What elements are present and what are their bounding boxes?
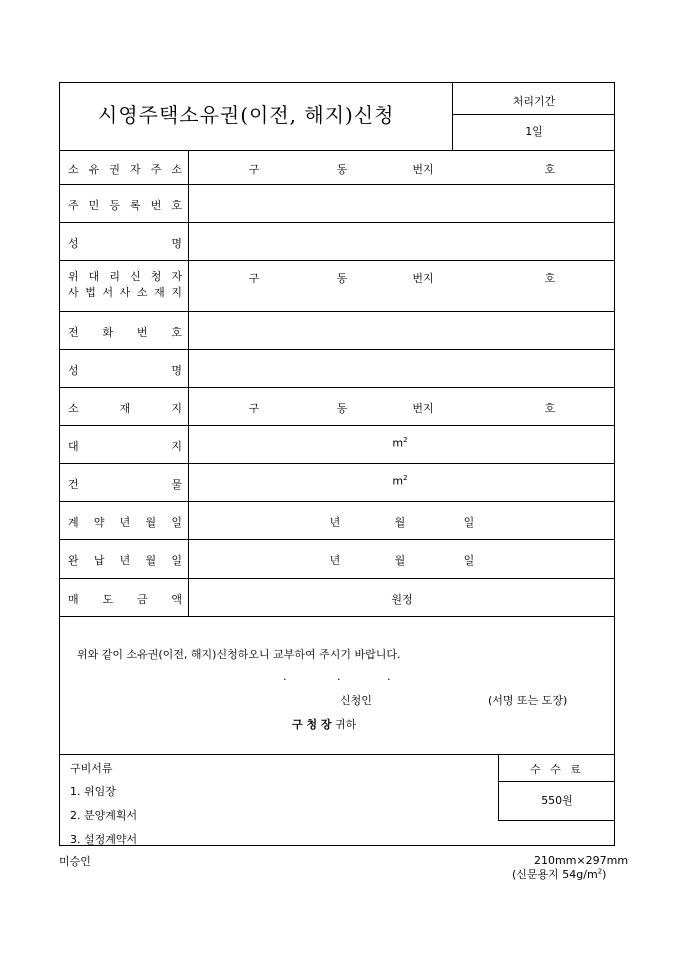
fee-divider: [498, 754, 499, 821]
row-line: [60, 578, 614, 579]
row-line: [60, 539, 614, 540]
unit-beonji: 번지: [412, 402, 434, 415]
label-land: 대 지: [68, 440, 182, 453]
footer-paper-spec: (신문용지 $54g/m^2$): [512, 867, 607, 881]
unit-gu: 구: [248, 272, 260, 285]
row-line: [60, 754, 614, 755]
recipient: [292, 716, 356, 732]
recipient-suffix: 귀하: [335, 718, 357, 731]
unit-dong: 동: [336, 402, 348, 415]
unit-ho: 호: [544, 272, 556, 285]
label-agent-address: 위 대 리 신 청 자 사 법 서 사 소 재 지: [68, 270, 182, 299]
label-location: 소 재 지: [68, 402, 182, 415]
date-dot: .: [387, 670, 391, 683]
unit-ho: 호: [544, 163, 556, 176]
unit-year: 년: [329, 554, 341, 567]
label-contract-date: 계 약 년 월 일: [68, 516, 182, 529]
fee-label: 수 수 료: [530, 763, 584, 776]
unit-dong: 동: [336, 163, 348, 176]
label-name: 성 명: [68, 237, 182, 250]
label-resident-number: 주 민 등 록 번 호: [68, 199, 182, 212]
unit-ho: 호: [544, 402, 556, 415]
unit-square-meter: $m^2$: [392, 474, 408, 488]
label-phone: 전 화 번 호: [68, 326, 182, 339]
application-form: [59, 82, 615, 846]
unit-beonji: 번지: [412, 272, 434, 285]
form-title: 시영주택소유권(이전, 해지)신청: [98, 103, 395, 127]
row-line: [60, 184, 614, 185]
row-line: [60, 260, 614, 261]
unit-year: 년: [329, 516, 341, 529]
label-name: 성 명: [68, 364, 182, 377]
fee-value: 550원: [541, 794, 573, 807]
footer-unapproved: 미승인: [59, 855, 91, 868]
document-item: 1. 위임장: [70, 785, 116, 798]
row-line: [60, 425, 614, 426]
header-divider: [452, 83, 453, 150]
row-line: [60, 501, 614, 502]
fee-line: [498, 820, 614, 821]
unit-month: 월: [394, 554, 406, 567]
applicant-label: 신청인: [340, 694, 372, 707]
label-column-divider: [188, 150, 189, 616]
label-building: 건 물: [68, 478, 182, 491]
document-item: 3. 설정계약서: [70, 833, 138, 846]
unit-month: 월: [394, 516, 406, 529]
row-line: [60, 150, 614, 151]
unit-day: 일: [463, 554, 475, 567]
unit-won: 원정: [391, 593, 413, 606]
processing-label: 처리기간: [512, 95, 556, 108]
processing-value: 1일: [525, 125, 543, 138]
document-item: 2. 분양계획서: [70, 809, 138, 822]
recipient-office: 구 청 장: [292, 718, 332, 731]
documents-title: 구비서류: [70, 762, 113, 775]
row-line: [60, 387, 614, 388]
row-line: [60, 349, 614, 350]
unit-dong: 동: [336, 272, 348, 285]
date-dot: .: [337, 670, 341, 683]
signature-note: (서명 또는 도장): [488, 694, 568, 707]
unit-beonji: 번지: [412, 163, 434, 176]
row-line: [60, 616, 614, 617]
label-payment-date: 완 납 년 월 일: [68, 554, 182, 567]
unit-day: 일: [463, 516, 475, 529]
unit-gu: 구: [248, 402, 260, 415]
footer-paper-size: 210mm×297mm: [534, 854, 629, 867]
label-sale-amount: 매 도 금 액: [68, 593, 182, 606]
statement-text: 위와 같이 소유권(이전, 해지)신청하오니 교부하여 주시기 바랍니다.: [77, 648, 401, 661]
unit-square-meter: $m^2$: [392, 436, 408, 450]
row-line: [60, 222, 614, 223]
label-owner-address: 소 유 권 자 주 소: [68, 163, 182, 176]
row-line: [60, 463, 614, 464]
fee-line: [498, 781, 614, 782]
row-line: [60, 311, 614, 312]
date-dot: .: [283, 670, 287, 683]
unit-gu: 구: [248, 163, 260, 176]
processing-divider: [452, 114, 614, 115]
